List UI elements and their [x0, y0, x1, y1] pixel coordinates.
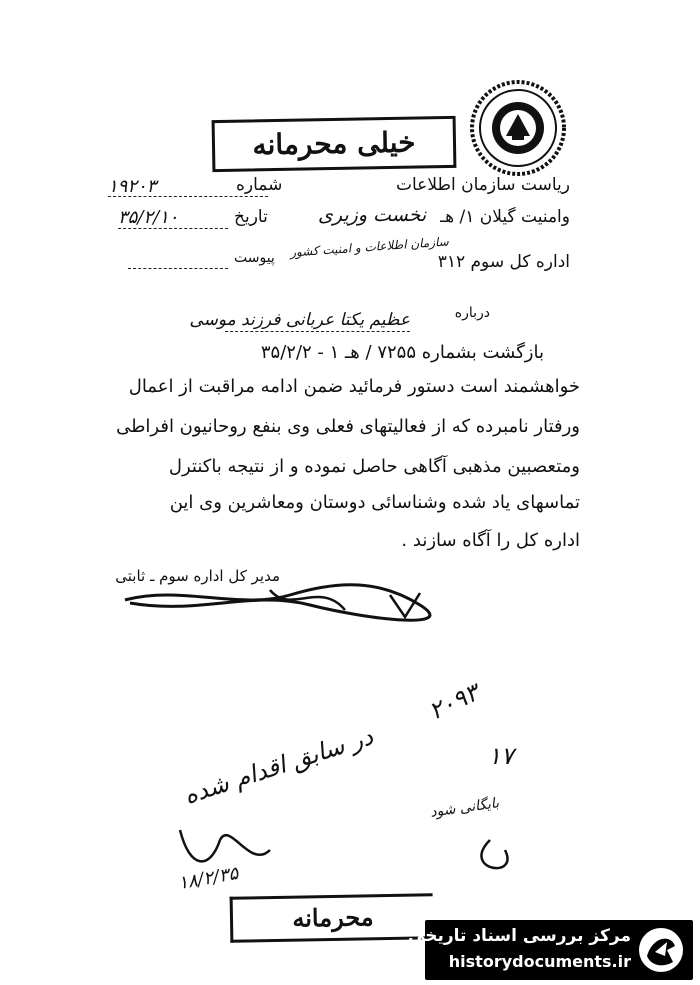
subject-value: عظیم یکتا عربانی فرزند موسی [189, 310, 410, 330]
archive-watermark [408, 920, 693, 980]
number-dotted-line [108, 196, 268, 197]
body-line-4: تماسهای یاد شده وشناسائی دوستان ومعاشرین وی این [169, 492, 580, 513]
attachment-dotted-line [128, 268, 228, 269]
date-label: تاریخ [234, 207, 268, 227]
reference-line: بازگشت بشماره ۷۲۵۵ / هـ ۱ - ۳۵/۲/۲ [260, 342, 544, 363]
classification-stamp-text: خیلی محرمانه [252, 125, 416, 162]
signature-scribble [120, 575, 440, 625]
body-line-2: ورفتار نامبرده که از فعالیتهای فعلی وی بنفع روحانیون افراطی [116, 416, 580, 437]
archive-name: مرکز بررسی اسناد تاریخی [408, 926, 631, 946]
number-value: ۱۹۲۰۳ [108, 176, 157, 197]
classification-stamp-bottom: محرمانه [230, 893, 434, 943]
body-line-3: ومتعصبین مذهبی آگاهی حاصل نموده و از نتیجه باکنترل [168, 456, 580, 477]
prime-minister-handwritten: نخست وزیری [318, 204, 427, 226]
handwritten-date: ۱۸/۲/۳۵ [176, 862, 240, 895]
handwritten-note-right: بایگانی شود [429, 795, 501, 821]
body-line-1: خواهشمند است دستور فرمائید ضمن ادامه مراقبت از اعمال [128, 376, 580, 397]
signatory-title: مدیر کل اداره سوم ـ ثابتی [115, 567, 280, 585]
date-dotted-line [118, 228, 228, 229]
archive-logo-icon [637, 926, 685, 974]
header-line-2: وامنیت گیلان ۱/ هـ [440, 207, 570, 227]
header-line-3: اداره کل سوم ۳۱۲ [437, 252, 570, 272]
attachment-label: پیوست [234, 250, 275, 266]
number-label: شماره [236, 175, 283, 195]
organization-handwritten: سازمان اطلاعات و امنیت کشور [289, 234, 450, 260]
subject-dotted-line [225, 331, 410, 332]
subject-label: درباره [454, 305, 490, 321]
classification-stamp-top [212, 116, 457, 172]
handwritten-numeral: ۱۷ [488, 742, 514, 770]
body-line-5: اداره کل را آگاه سازند . [401, 530, 580, 551]
handwritten-note-left: در سابق اقدام شده [180, 722, 377, 810]
archive-url: historydocuments.ir [448, 952, 631, 971]
handwritten-number: ۲۰۹۳ [424, 678, 484, 726]
emblem-seal [470, 80, 566, 176]
date-value: ۳۵/۲/۱۰ [118, 207, 179, 228]
header-line-1: ریاست سازمان اطلاعات [396, 175, 570, 195]
